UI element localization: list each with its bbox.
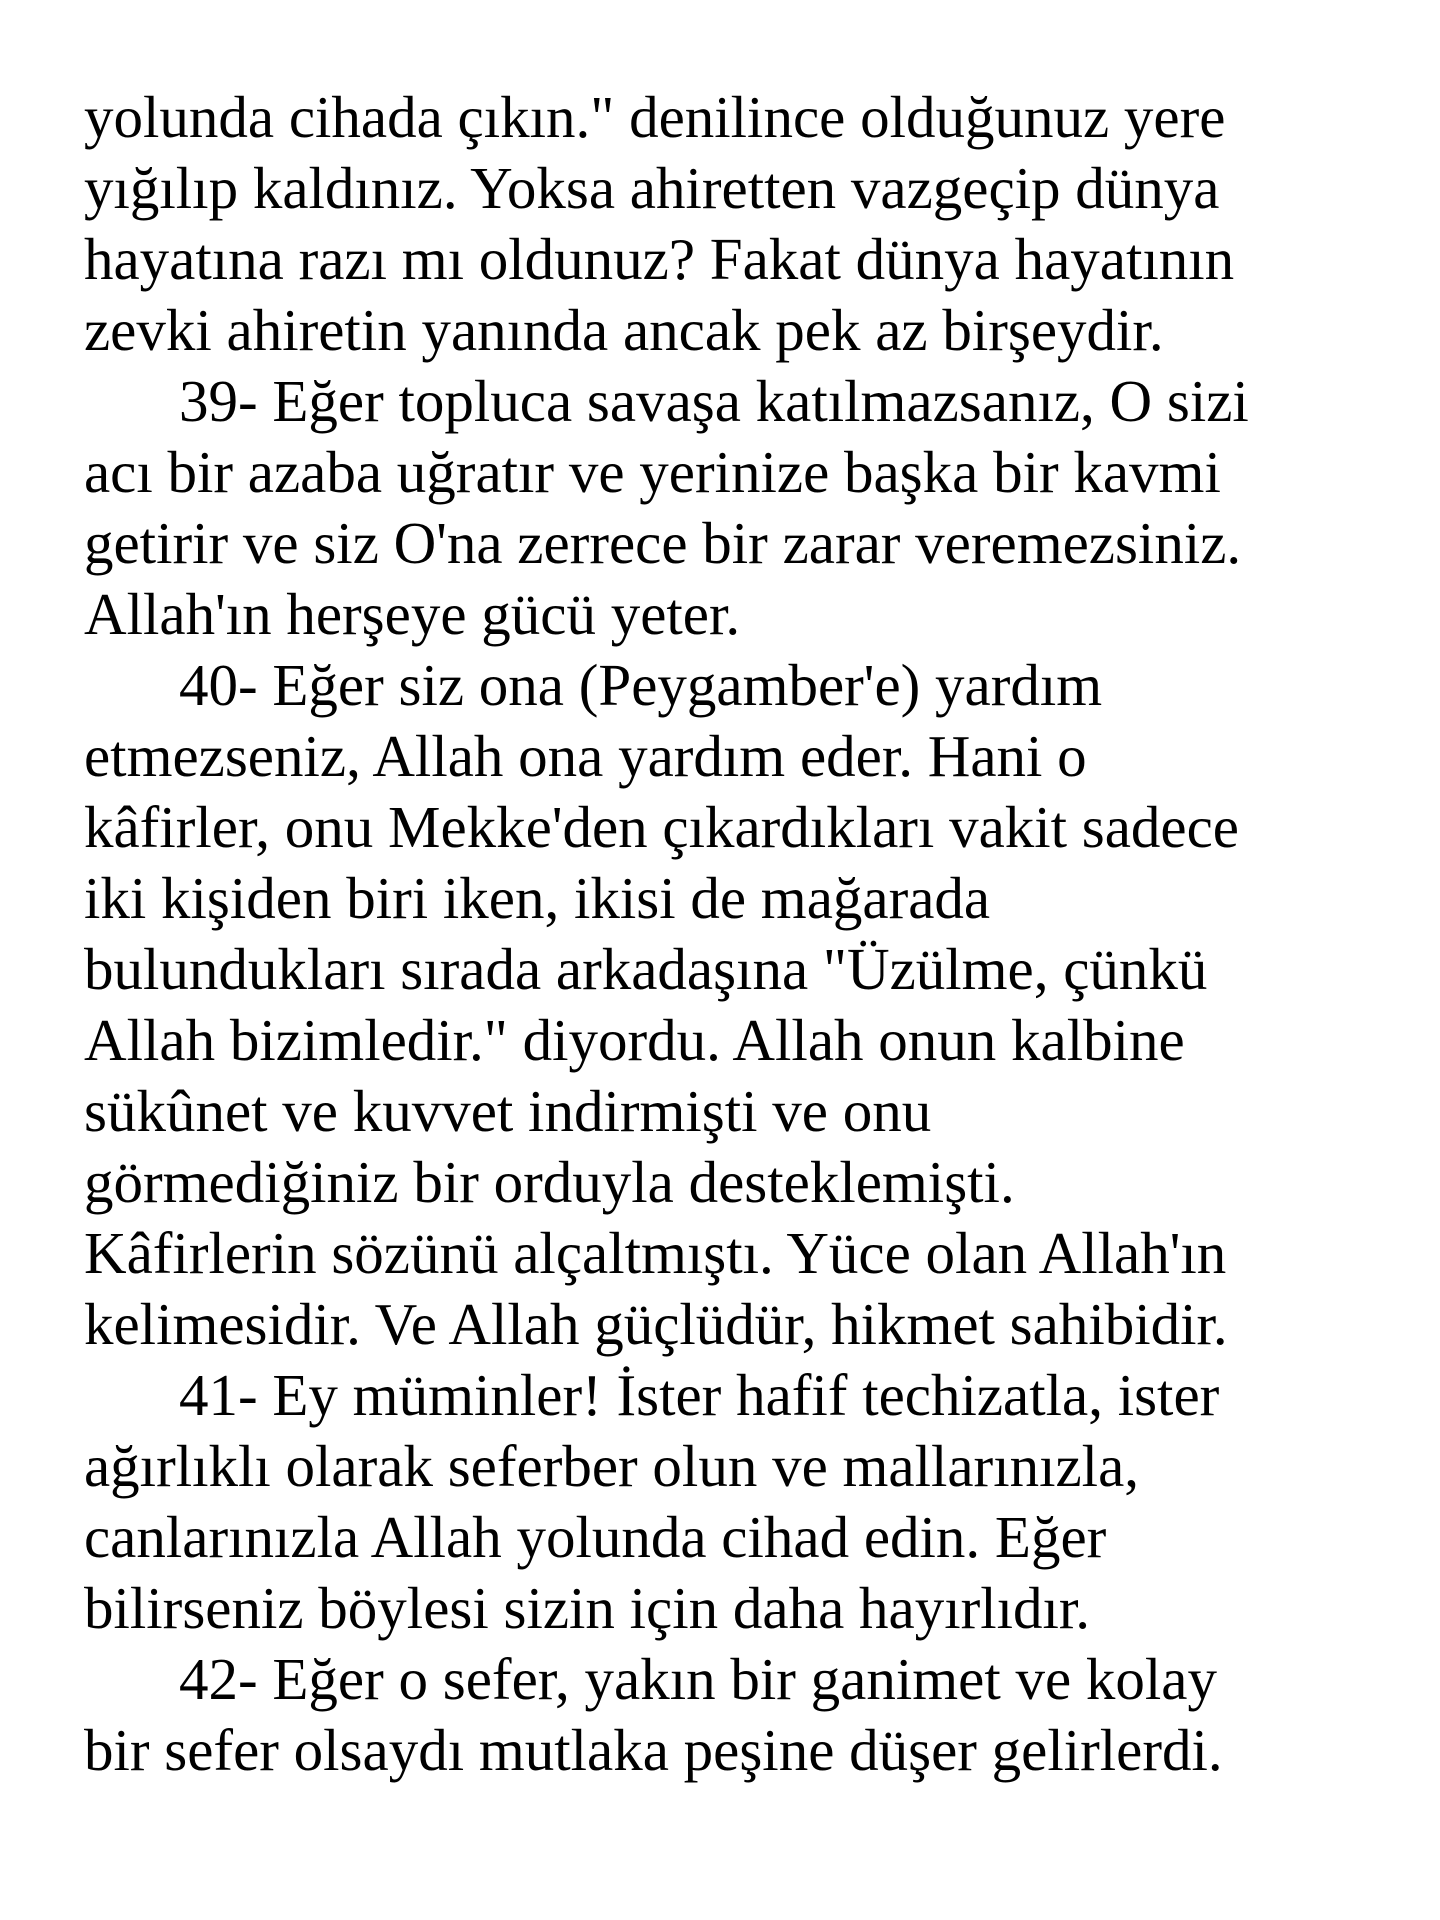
paragraph-verse-41: 41- Ey müminler! İster hafif techizatla, ister ağırlıklı olarak seferber olun ve mallarınızla, canlarınızla Allah yolunda cihad edin. Eğer bilirseniz böylesi sizin için daha hayırlıdır. (84, 1362, 1220, 1641)
paragraph-verse-38-continuation: yolunda cihada çıkın." denilince olduğunuz yere yığılıp kaldınız. Yoksa ahiretten vazgeçip dünya hayatına razı mı oldunuz? Fakat dünya hayatının zevki ahiretin yanında ancak pek az birşeydir. (84, 84, 1235, 363)
paragraph-verse-39: 39- Eğer topluca savaşa katılmazsanız, O sizi acı bir azaba uğratır ve yerinize başka bir kavmi getirir ve siz O'na zerrece bir zarar veremezsiniz. Allah'ın herşeye gücü yeter. (84, 368, 1249, 647)
paragraph-verse-40: 40- Eğer siz ona (Peygamber'e) yardım etmezseniz, Allah ona yardım eder. Hani o kâfirler, onu Mekke'den çıkardıkları vakit sadece iki kişiden biri iken, ikisi de mağarada bulundukları sırada arkadaşına "Üzülme, çünkü Allah bizimledir." diyordu. Allah onun kalbine sükûnet ve kuvvet indirmişti ve onu görmediğiniz bir orduyla desteklemişti. Kâfirlerin sözünü alçaltmıştı. Yüce olan Allah'ın kelimesidir. Ve Allah güçlüdür, hikmet sahibidir. (84, 652, 1239, 1357)
paragraph-verse-42: 42- Eğer o sefer, yakın bir ganimet ve kolay bir sefer olsaydı mutlaka peşine düşer gelirlerdi. (84, 1646, 1223, 1783)
document-page (84, 82, 1384, 1786)
